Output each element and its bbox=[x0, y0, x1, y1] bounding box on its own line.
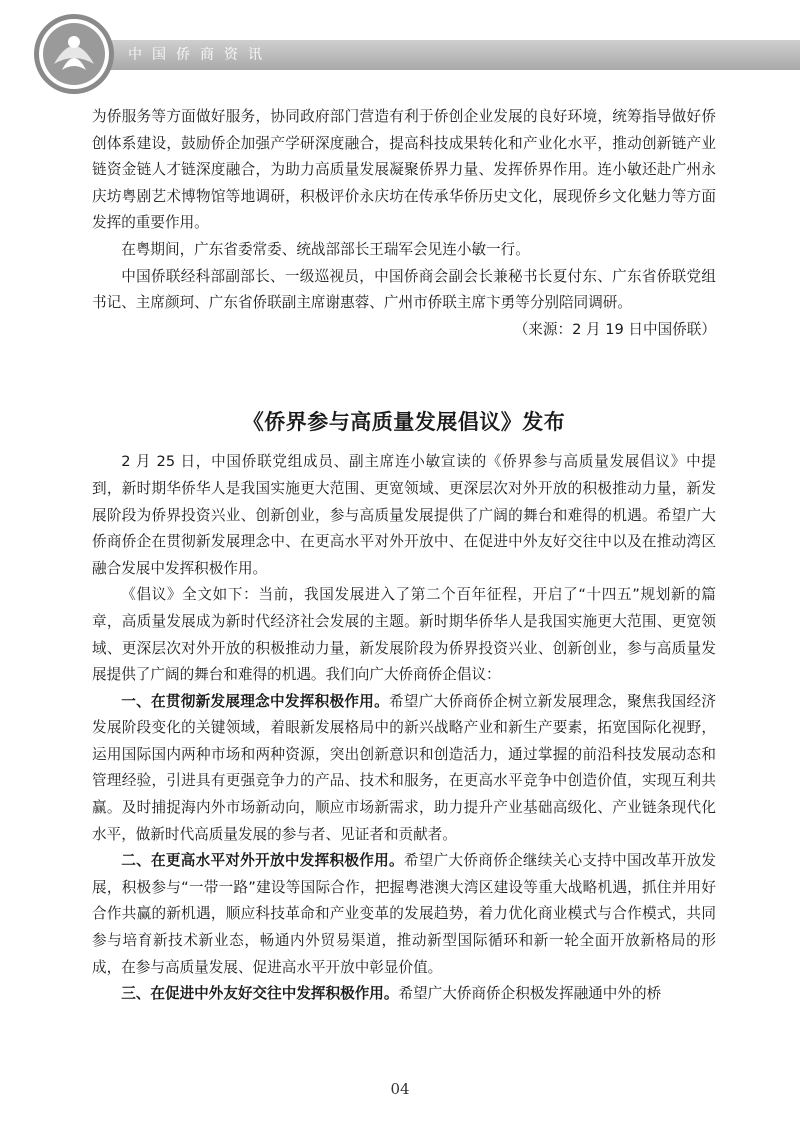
article1-paragraph: 为侨服务等方面做好服务，协同政府部门营造有利于侨创企业发展的良好环境，统筹指导做好侨创体系建设，鼓励侨企加强产学研深度融合，提高科技成果转化和产业化水平，推动创新链产业链资金链人才链深度融合，为助力高质量发展凝聚侨界力量、发挥侨界作用。连小敏还赴广州永庆坊粤剧艺术博物馆等地调研，积极评价永庆坊在传承华侨历史文化，展现侨乡文化魅力等方面发挥的重要作用。 bbox=[92, 108, 716, 232]
article2-intro-paragraph: 《倡议》全文如下：当前，我国发展进入了第二个百年征程，开启了“十四五”规划新的篇章，高质量发展成为新时代经济社会发展的主题。新时期华侨华人是我国实施更大范围、更宽领域、更深层次对外开放的积极推动力量，新发展阶段为侨界投资兴业、创新创业，参与高质量发展提供了广阔的舞台和难得的机遇。我们向广大侨商侨企倡议： bbox=[92, 586, 716, 684]
proposal-body: 希望广大侨商侨企继续关心支持中国改革开放发展，积极参与“一带一路”建设等国际合作，把握粤港澳大湾区建设等重大战略机遇，抓住并用好合作共赢的新机遇，顺应科技革命和产业变革的发展趋势，着力优化商业模式与合作模式，共同参与培育新技术新业态，畅通内外贸易渠道，推动新型国际循环和新一轮全面开放新格局的形成，在参与高质量发展、促进高水平开放中彰显价值。 bbox=[92, 852, 716, 976]
proposal-body: 希望广大侨商侨企积极发挥融通中外的桥 bbox=[398, 985, 662, 1003]
proposal-lead: 二、在更高水平对外开放中发挥积极作用。 bbox=[121, 852, 404, 870]
article1-paragraph: 中国侨联经科部副部长、一级巡视员，中国侨商会副会长兼秘书长夏付东、广东省侨联党组书记、主席颜珂、广东省侨联副主席谢惠蓉、广州市侨联主席卞勇等分别陪同调研。 bbox=[92, 267, 716, 312]
article2-intro-paragraph: 2 月 25 日，中国侨联党组成员、副主席连小敏宣读的《侨界参与高质量发展倡议》中提到，新时期华侨华人是我国实施更大范围、更宽领域、更深层次对外开放的积极推动力量，新发展阶段为侨界投资兴业、创新创业，参与高质量发展提供了广阔的舞台和难得的机遇。希望广大侨商侨企在贯彻新发展理念中、在更高水平对外开放中、在促进中外友好交往中以及在推动湾区融合发展中发挥积极作用。 bbox=[92, 453, 716, 577]
logo-icon bbox=[32, 12, 116, 96]
source-note: （来源：2 月 19 日中国侨联） bbox=[513, 320, 716, 338]
page-number: 04 bbox=[390, 1080, 410, 1098]
proposal-point bbox=[92, 848, 716, 981]
proposal-point bbox=[92, 689, 716, 849]
proposal-lead: 三、在促进中外友好交往中发挥积极作用。 bbox=[121, 985, 399, 1003]
article2-title: 《侨界参与高质量发展倡议》发布 bbox=[242, 410, 566, 435]
content-column bbox=[92, 104, 716, 1008]
proposal-point bbox=[92, 981, 716, 1008]
proposal-body: 希望广大侨商侨企树立新发展理念，聚焦我国经济发展阶段变化的关键领域，着眼新发展格局中的新兴战略产业和新生产要素，拓宽国际化视野，运用国际国内两种市场和两种资源，突出创新意识和创造活力，通过掌握的前沿科技发展动态和管理经验，引进具有更强竞争力的产品、技术和服务，在更高水平竞争中创造价值，实现互利共赢。及时捕捉海内外市场新动向，顺应市场新需求，助力提升产业基础高级化、产业链条现代化水平，做新时代高质量发展的参与者、见证者和贡献者。 bbox=[92, 692, 716, 843]
header-title: 中国侨商资讯 bbox=[128, 47, 272, 63]
proposal-lead: 一、在贯彻新发展理念中发挥积极作用。 bbox=[121, 692, 389, 710]
article1-paragraph: 在粤期间，广东省委常委、统战部部长王瑞军会见连小敏一行。 bbox=[121, 240, 530, 258]
